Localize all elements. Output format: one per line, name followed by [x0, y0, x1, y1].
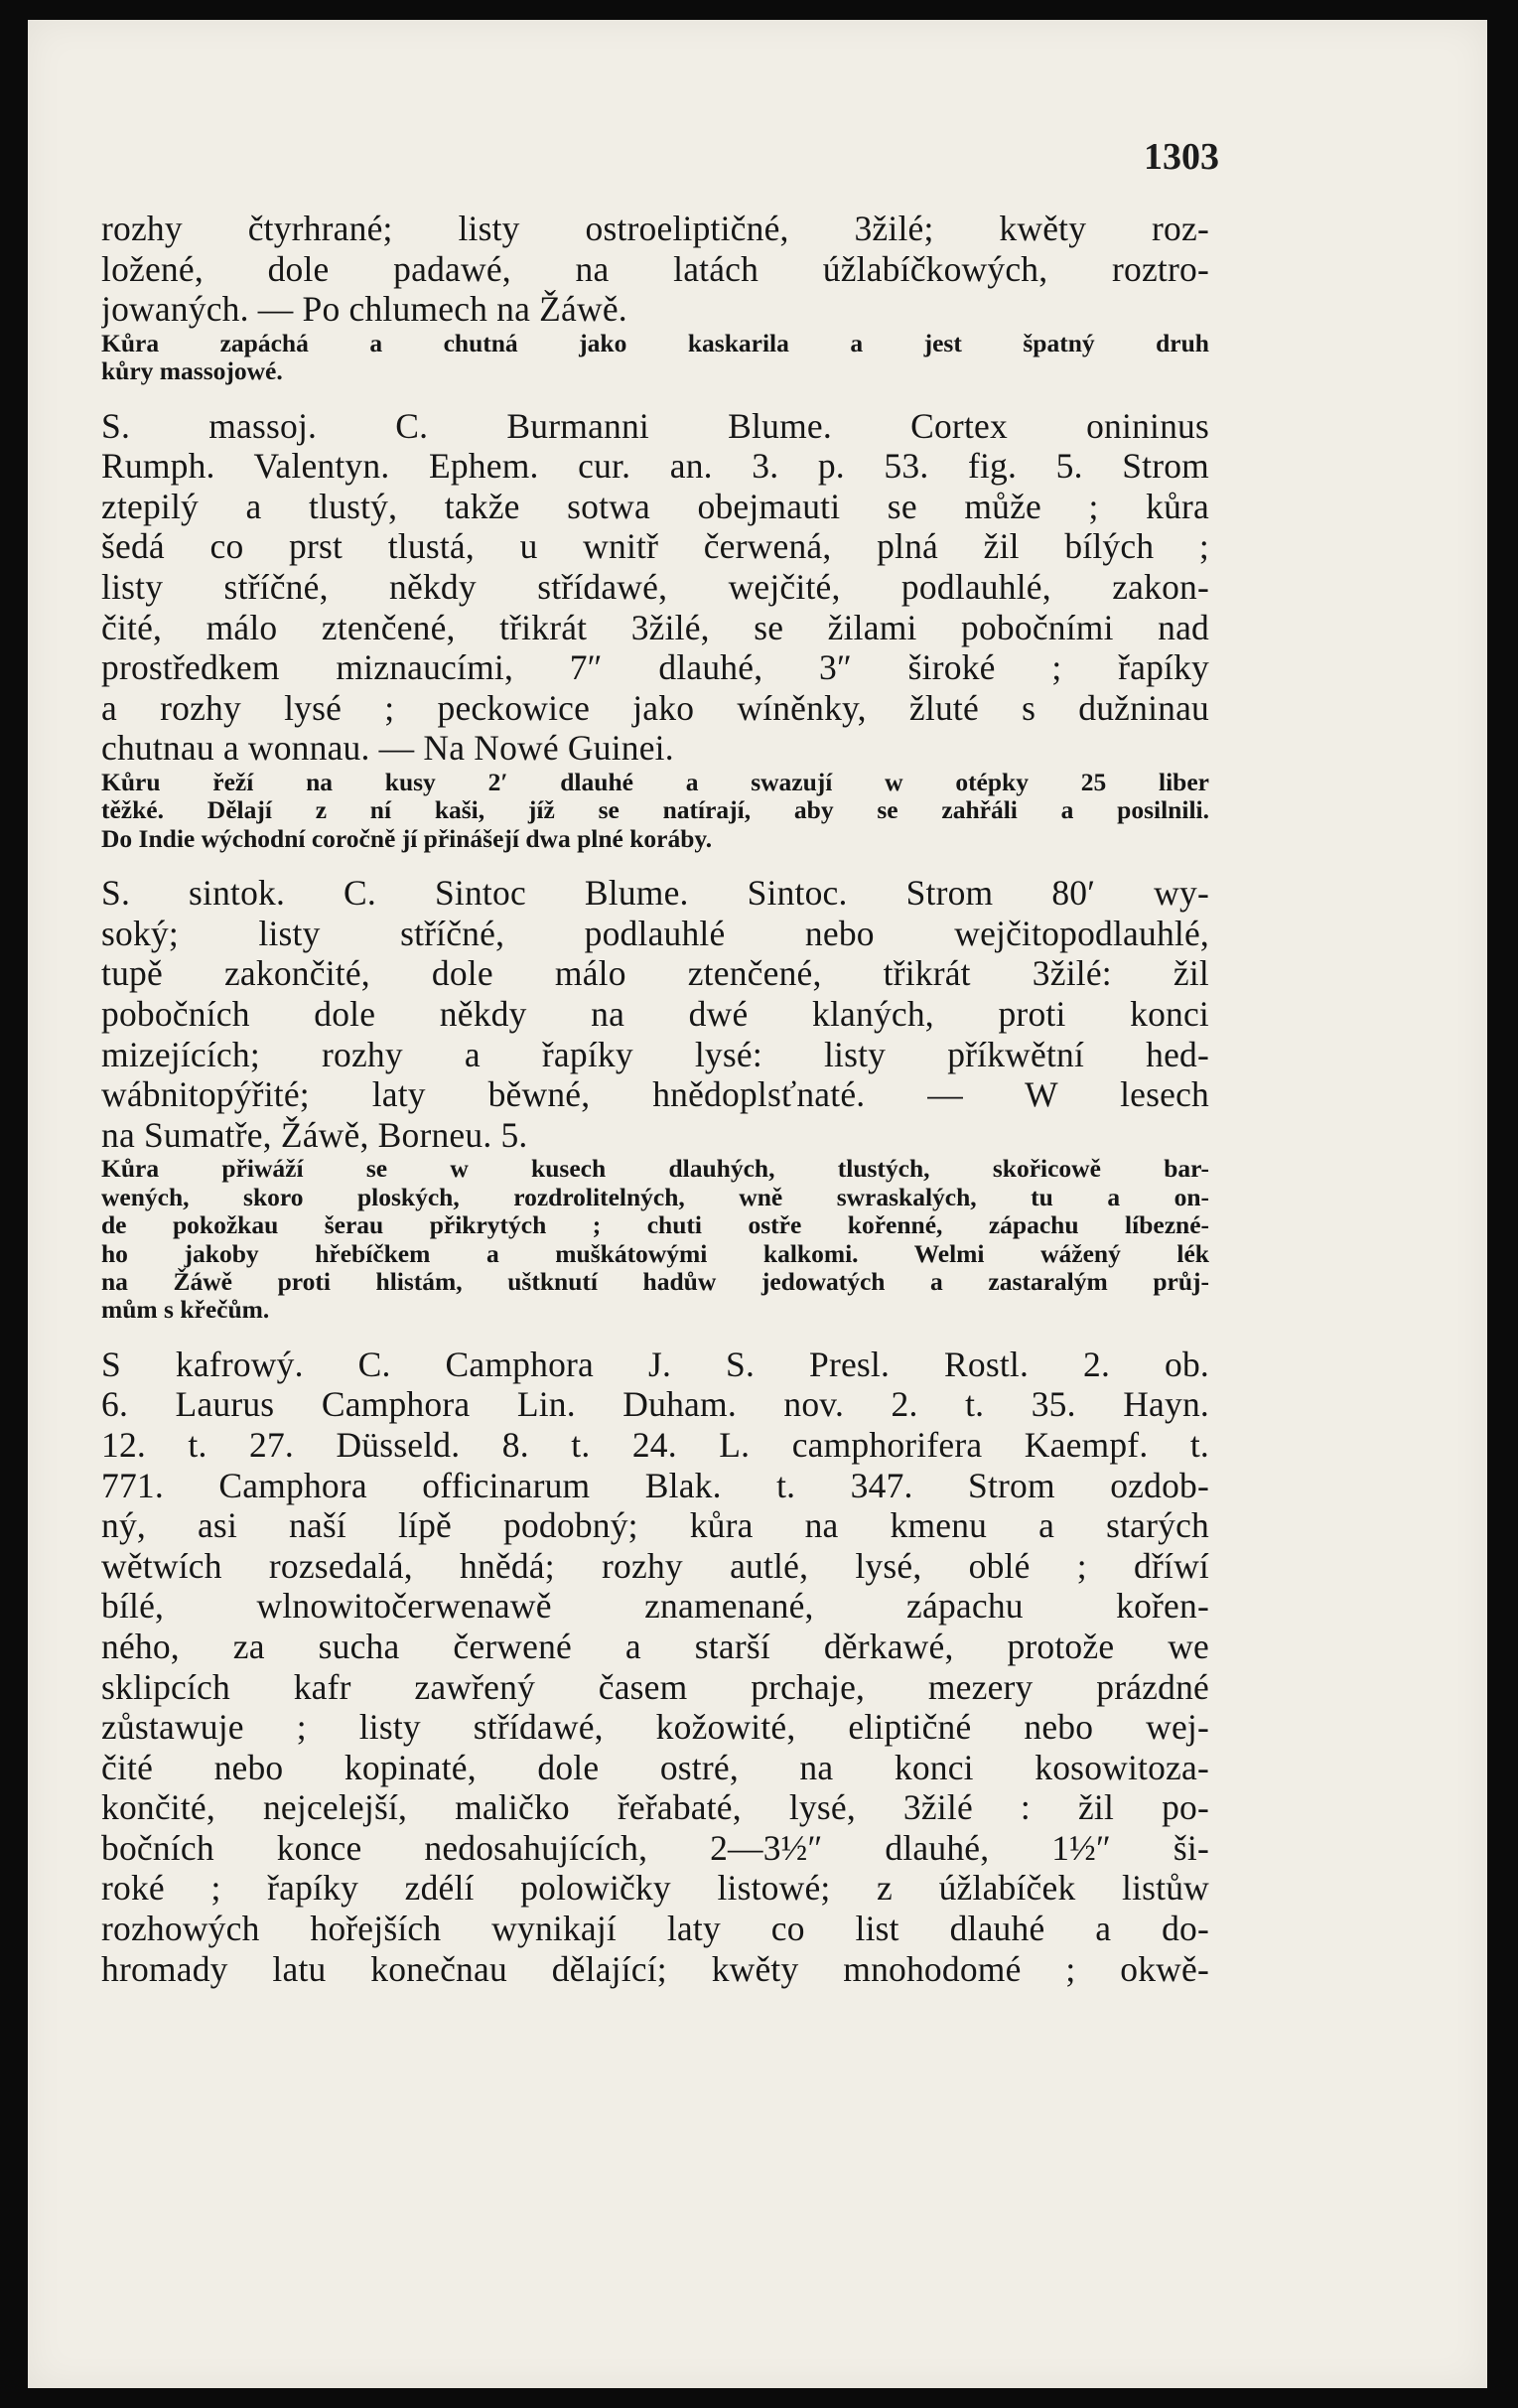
- text-line: jowaných. — Po chlumech na Žáwě.: [101, 289, 627, 330]
- note-line: Kůra zapáchá a chutná jako kaskarila a jest špatný druh: [101, 329, 1209, 357]
- text-line: bočních konce nedosahujících, 2—3½″ dlauhé, 1½″ ši-: [101, 1827, 1209, 1868]
- page-text: [101, 209, 1209, 1989]
- text-line: ný, asi naší lípě podobný; kůra na kmenu a starých: [101, 1505, 1209, 1546]
- text-line: hromady latu konečnau dělající; kwěty mnohodomé ; okwě-: [101, 1948, 1209, 1989]
- text-line: S. massoj. C. Burmanni Blume. Cortex onininus: [101, 405, 1209, 446]
- text-line: tupě zakončité, dole málo ztenčené, třikrát 3žilé: žil: [101, 953, 1209, 994]
- text-line: S kafrowý. C. Camphora J. S. Presl. Rostl. 2. ob.: [101, 1344, 1209, 1384]
- text-line: 771. Camphora officinarum Blak. t. 347. Strom ozdob-: [101, 1465, 1209, 1505]
- note-line: Kůra přiwáží se w kusech dlauhých, tlustých, skořicowě bar-: [101, 1155, 1209, 1184]
- text-line: ztepilý a tlustý, takže sotwa obejmauti se může ; kůra: [101, 486, 1209, 526]
- note-line: wených, skoro ploských, rozdrolitelných, wně swraskalých, tu a on-: [101, 1183, 1209, 1211]
- note-line: kůry massojowé.: [101, 357, 283, 386]
- text-line: pobočních dole někdy na dwé klaných, proti konci: [101, 993, 1209, 1034]
- book-page: [28, 20, 1487, 2388]
- text-line: prostředkem miznaucími, 7″ dlauhé, 3″ široké ; řapíky: [101, 647, 1209, 688]
- text-line: rozhowých hořejších wynikají laty co list dlauhé a do-: [101, 1909, 1209, 1949]
- text-line: končité, nejcelejší, maličko řeřabaté, lysé, 3žilé : žil po-: [101, 1787, 1209, 1828]
- text-line: šedá co prst tlustá, u wnitř čerwená, plná žil bílých ;: [101, 526, 1209, 567]
- text-line: ného, za sucha čerwené a starší děrkawé, protože we: [101, 1626, 1209, 1666]
- text-line: wábnitopýřité; laty běwné, hnědoplsťnaté. — W lesech: [101, 1074, 1209, 1115]
- text-line: čité nebo kopinaté, dole ostré, na konci kosowitoza-: [101, 1747, 1209, 1787]
- text-line: 6. Laurus Camphora Lin. Duham. nov. 2. t. 35. Hayn.: [101, 1384, 1209, 1425]
- paragraph-gap: [101, 386, 1209, 406]
- text-line: rozhy čtyrhrané; listy ostroeliptičné, 3žilé; kwěty roz-: [101, 209, 1209, 248]
- note-line: těžké. Dělají z ní kaši, jíž se natírají, aby se zahřáli a posilnili.: [101, 796, 1209, 825]
- text-line: čité, málo ztenčené, třikrát 3žilé, se žilami pobočními nad: [101, 607, 1209, 647]
- text-line: ložené, dole padawé, na latách úžlabíčkowých, roztro-: [101, 248, 1209, 289]
- text-line: roké ; řapíky zdélí polowičky listowé; z úžlabíček listůw: [101, 1868, 1209, 1909]
- note-line: na Žáwě proti hlistám, uštknutí hadůw jedowatých a zastaralým průj-: [101, 1267, 1209, 1296]
- text-line: na Sumatře, Žáwě, Borneu. 5.: [101, 1114, 528, 1155]
- text-line: mizejících; rozhy a řapíky lysé: listy příkwětní hed-: [101, 1034, 1209, 1074]
- text-line: listy stříčné, někdy střídawé, wejčité, podlauhlé, zakon-: [101, 566, 1209, 607]
- text-line: soký; listy stříčné, podlauhlé nebo wejčitopodlauhlé,: [101, 913, 1209, 953]
- text-line: a rozhy lysé ; peckowice jako wíněnky, žluté s dužninau: [101, 687, 1209, 728]
- text-line: Rumph. Valentyn. Ephem. cur. an. 3. p. 53. fig. 5. Strom: [101, 446, 1209, 487]
- note-line: mům s křečům.: [101, 1296, 270, 1325]
- note-line: ho jakoby hřebíčkem a muškátowými kalkomi. Welmi wážený lék: [101, 1239, 1209, 1268]
- text-line: zůstawuje ; listy střídawé, kožowité, eliptičné nebo wej-: [101, 1707, 1209, 1748]
- text-line: wětwích rozsedalá, hnědá; rozhy autlé, lysé, oblé ; dříwí: [101, 1545, 1209, 1586]
- text-line: S. sintok. C. Sintoc Blume. Sintoc. Strom 80′ wy-: [101, 873, 1209, 914]
- text-line: chutnau a wonnau. — Na Nowé Guinei.: [101, 728, 674, 769]
- note-line: de pokožkau šerau přikrytých ; chuti ostře kořenné, zápachu líbezné-: [101, 1211, 1209, 1240]
- page-number: 1303: [1144, 136, 1219, 178]
- note-line: Kůru řeží na kusy 2′ dlauhé a swazují w otépky 25 liber: [101, 768, 1209, 796]
- text-line: sklipcích kafr zawřený časem prchaje, mezery prázdné: [101, 1666, 1209, 1707]
- text-line: 12. t. 27. Düsseld. 8. t. 24. L. camphorifera Kaempf. t.: [101, 1424, 1209, 1465]
- text-line: bílé, wlnowitočerwenawě znamenané, zápachu kořen-: [101, 1586, 1209, 1627]
- note-line: Do Indie wýchodní coročně jí přinášejí dwa plné koráby.: [101, 824, 713, 853]
- paragraph-gap: [101, 853, 1209, 873]
- paragraph-gap: [101, 1325, 1209, 1345]
